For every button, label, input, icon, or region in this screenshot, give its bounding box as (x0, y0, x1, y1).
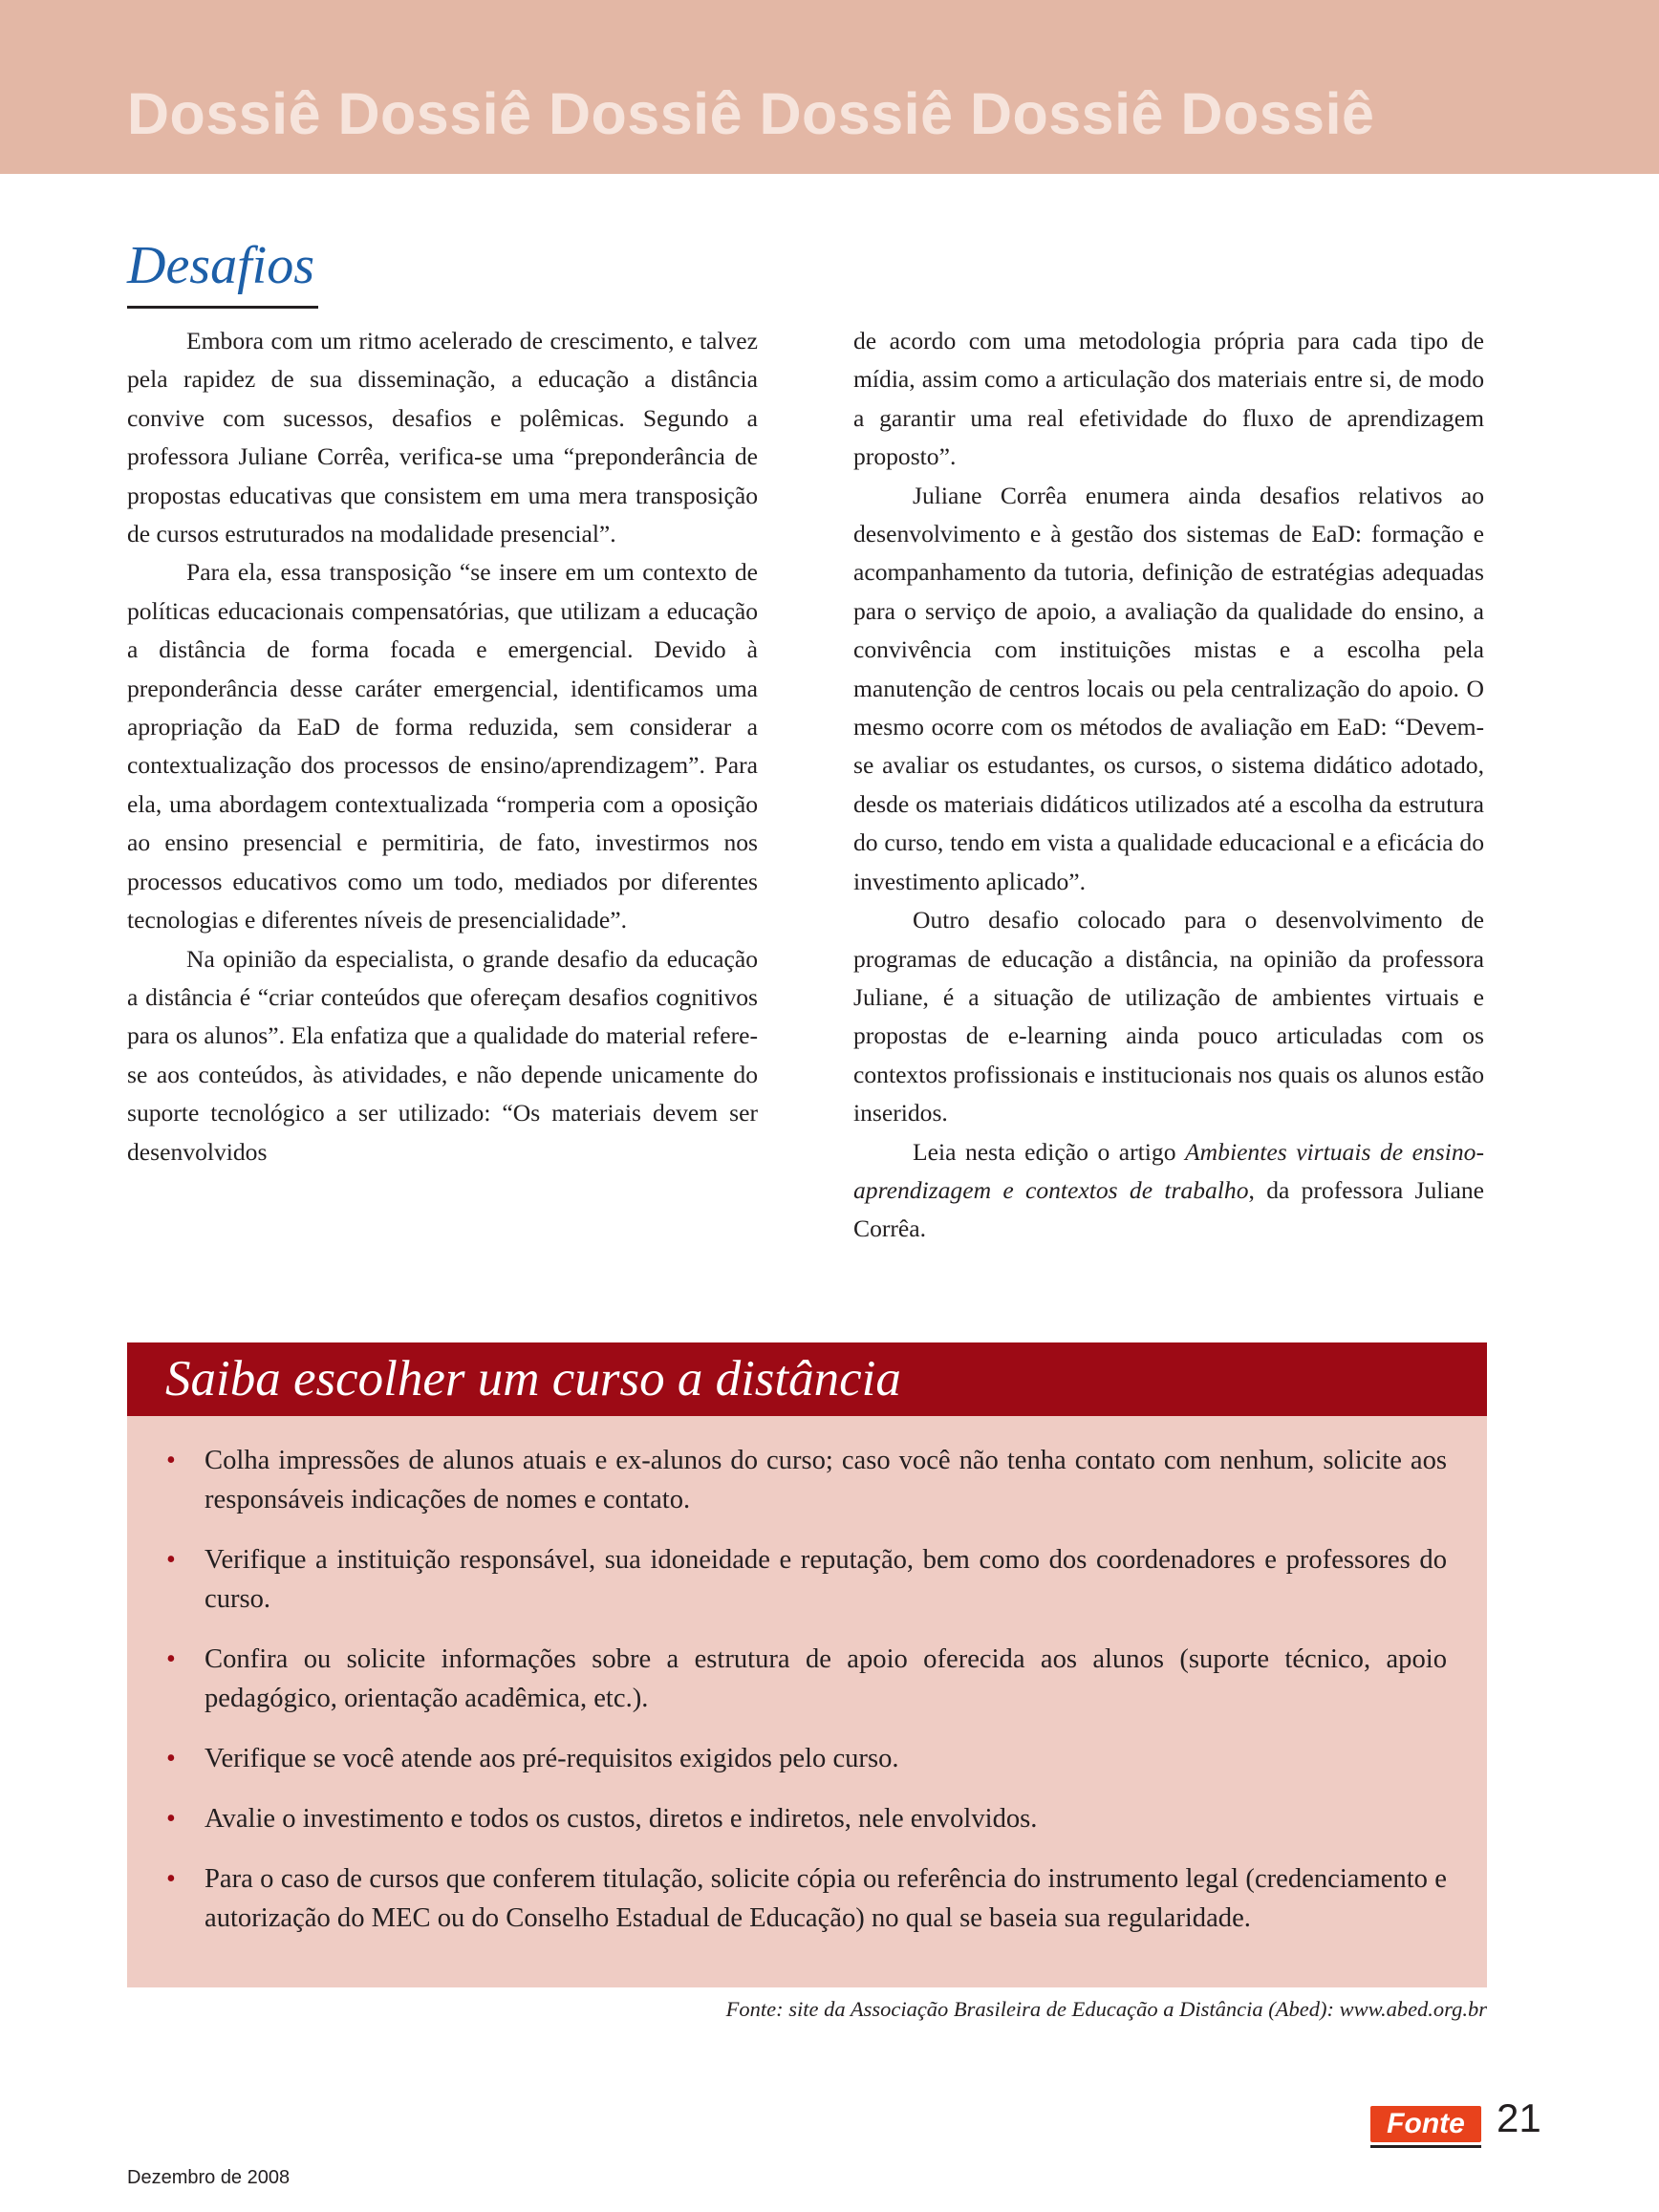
source-citation: Fonte: site da Associação Brasileira de Educação a Distância (Abed): www.abed.org.br (725, 1997, 1487, 2021)
tip-text: Confira ou solicite informações sobre a estrutura de apoio oferecida aos alunos (suporte técnico, apoio pedagógico, orientação acadêmica, etc.). (205, 1644, 1447, 1713)
bullet-icon: • (166, 1864, 176, 1894)
tips-box-header (127, 1342, 1487, 1416)
tip-text: Verifique se você atende aos pré-requisitos exigidos pelo curso. (205, 1744, 899, 1773)
bullet-icon: • (166, 1545, 176, 1575)
dossie-banner (0, 0, 1659, 174)
text-span: , da professora Juliane Corrêa. (853, 1175, 1484, 1243)
tip-text: Para o caso de cursos que conferem titulação, solicite cópia ou referência do instrumento legal (credenciamento e autorização do MEC ou do Conselho Estadual de Educação) no qual se baseia sua regularidade. (205, 1864, 1447, 1933)
paragraph: Embora com um ritmo acelerado de crescimento, e talvez pela rapidez de sua disseminação, a educação a distância convive com sucessos, desafios e polêmicas. Segundo a professora Juliane Corrêa, verifica-se uma “preponderância de propostas educativas que consistem em uma mera transposição de cursos estruturados na modalidade presencial”. (127, 327, 758, 548)
paragraph: Juliane Corrêa enumera ainda desafios relativos ao desenvolvimento e à gestão dos sistemas de EaD: formação e acompanhamento da tutoria, definição de estratégias adequadas para o serviço de apoio, a avaliação da qualidade do ensino, a convivência com instituições mistas e a escolha pela manutenção de centros locais ou pela centralização do apoio. O mesmo ocorre com os métodos de avaliação em EaD: “Devem-se avaliar os estudantes, os cursos, o sistema didático adotado, desde os materiais didáticos utilizados até a escolha da estrutura do curso, tendo em vista a qualidade educacional e a eficácia do investimento aplicado”. (853, 481, 1484, 895)
tip-item (166, 1739, 1447, 1778)
tip-item (166, 1799, 1447, 1838)
paragraph-continuation: de acordo com uma metodologia própria para cada tipo de mídia, assim como a articulação dos materiais entre si, de modo a garantir uma real efetividade do fluxo de aprendizagem proposto”. (853, 327, 1484, 471)
tip-text: Avalie o investimento e todos os custos, diretos e indiretos, nele envolvidos. (205, 1804, 1038, 1834)
section-title: Desafios (127, 236, 314, 295)
tips-box-title: Saiba escolher um curso a distância (165, 1351, 901, 1407)
paragraph: Outro desafio colocado para o desenvolvimento de programas de educação a distância, na opinião da professora Juliane, é a situação de utilização de ambientes virtuais e propostas de e-learning ainda pouco articuladas com os contextos profissionais e institucionais nos quais os alunos estão inseridos. (853, 906, 1484, 1127)
bullet-icon: • (166, 1644, 176, 1674)
article-left-column (127, 322, 758, 1171)
tip-text: Colha impressões de alunos atuais e ex-alunos do curso; caso você não tenha contato com nenhum, solicite aos responsáveis indicações de nomes e contato. (205, 1446, 1447, 1514)
paragraph: Para ela, essa transposição “se insere em um contexto de políticas educacionais compensatórias, que utilizam a educação a distância de forma focada e emergencial. Devido à preponderância desse caráter emergencial, identificamos uma apropriação da EaD de forma reduzida, sem considerar a contextualização dos processos de ensino/aprendizagem”. Para ela, uma abordagem contextualizada “romperia com a oposição ao ensino presencial e permitiria, de fato, investirmos nos processos educativos como um todo, mediados por diferentes tecnologias e diferentes níveis de presencialidade”. (127, 558, 758, 934)
tip-item (166, 1640, 1447, 1718)
paragraph: Na opinião da especialista, o grande desafio da educação a distância é “criar conteúdos que ofereçam desafios cognitivos para os alunos”. Ela enfatiza que a qualidade do material refere-se aos conteúdos, às atividades, e não depende unicamente do suporte tecnológico a ser utilizado: “Os materiais devem ser desenvolvidos (127, 944, 758, 1166)
article-right-column (853, 322, 1484, 1249)
tips-box-body (127, 1416, 1487, 1987)
fonte-logo (1370, 2106, 1481, 2142)
bullet-icon: • (166, 1446, 176, 1475)
text-span: Leia nesta edição o artigo (913, 1137, 1186, 1166)
logo-underline (1370, 2145, 1481, 2148)
banner-text: Dossiê Dossiê Dossiê Dossiê Dossiê Dossiê (127, 81, 1375, 146)
title-underline (127, 306, 318, 309)
tips-list (166, 1441, 1447, 1959)
bullet-icon: • (166, 1804, 176, 1834)
tip-text: Verifique a instituição responsável, sua idoneidade e reputação, bem como dos coordenadores e professores do curso. (205, 1545, 1447, 1614)
bullet-icon: • (166, 1744, 176, 1773)
paragraph-article-reference (853, 1133, 1484, 1249)
tip-item (166, 1859, 1447, 1938)
tip-item (166, 1441, 1447, 1519)
issue-date: Dezembro de 2008 (127, 2167, 291, 2188)
page-number: 21 (1497, 2095, 1541, 2140)
logo-text: Fonte (1387, 2108, 1465, 2139)
tip-item (166, 1540, 1447, 1619)
article-title-reference: Ambientes virtuais de ensino-aprendizagem e contextos de trabalho (853, 1137, 1484, 1204)
